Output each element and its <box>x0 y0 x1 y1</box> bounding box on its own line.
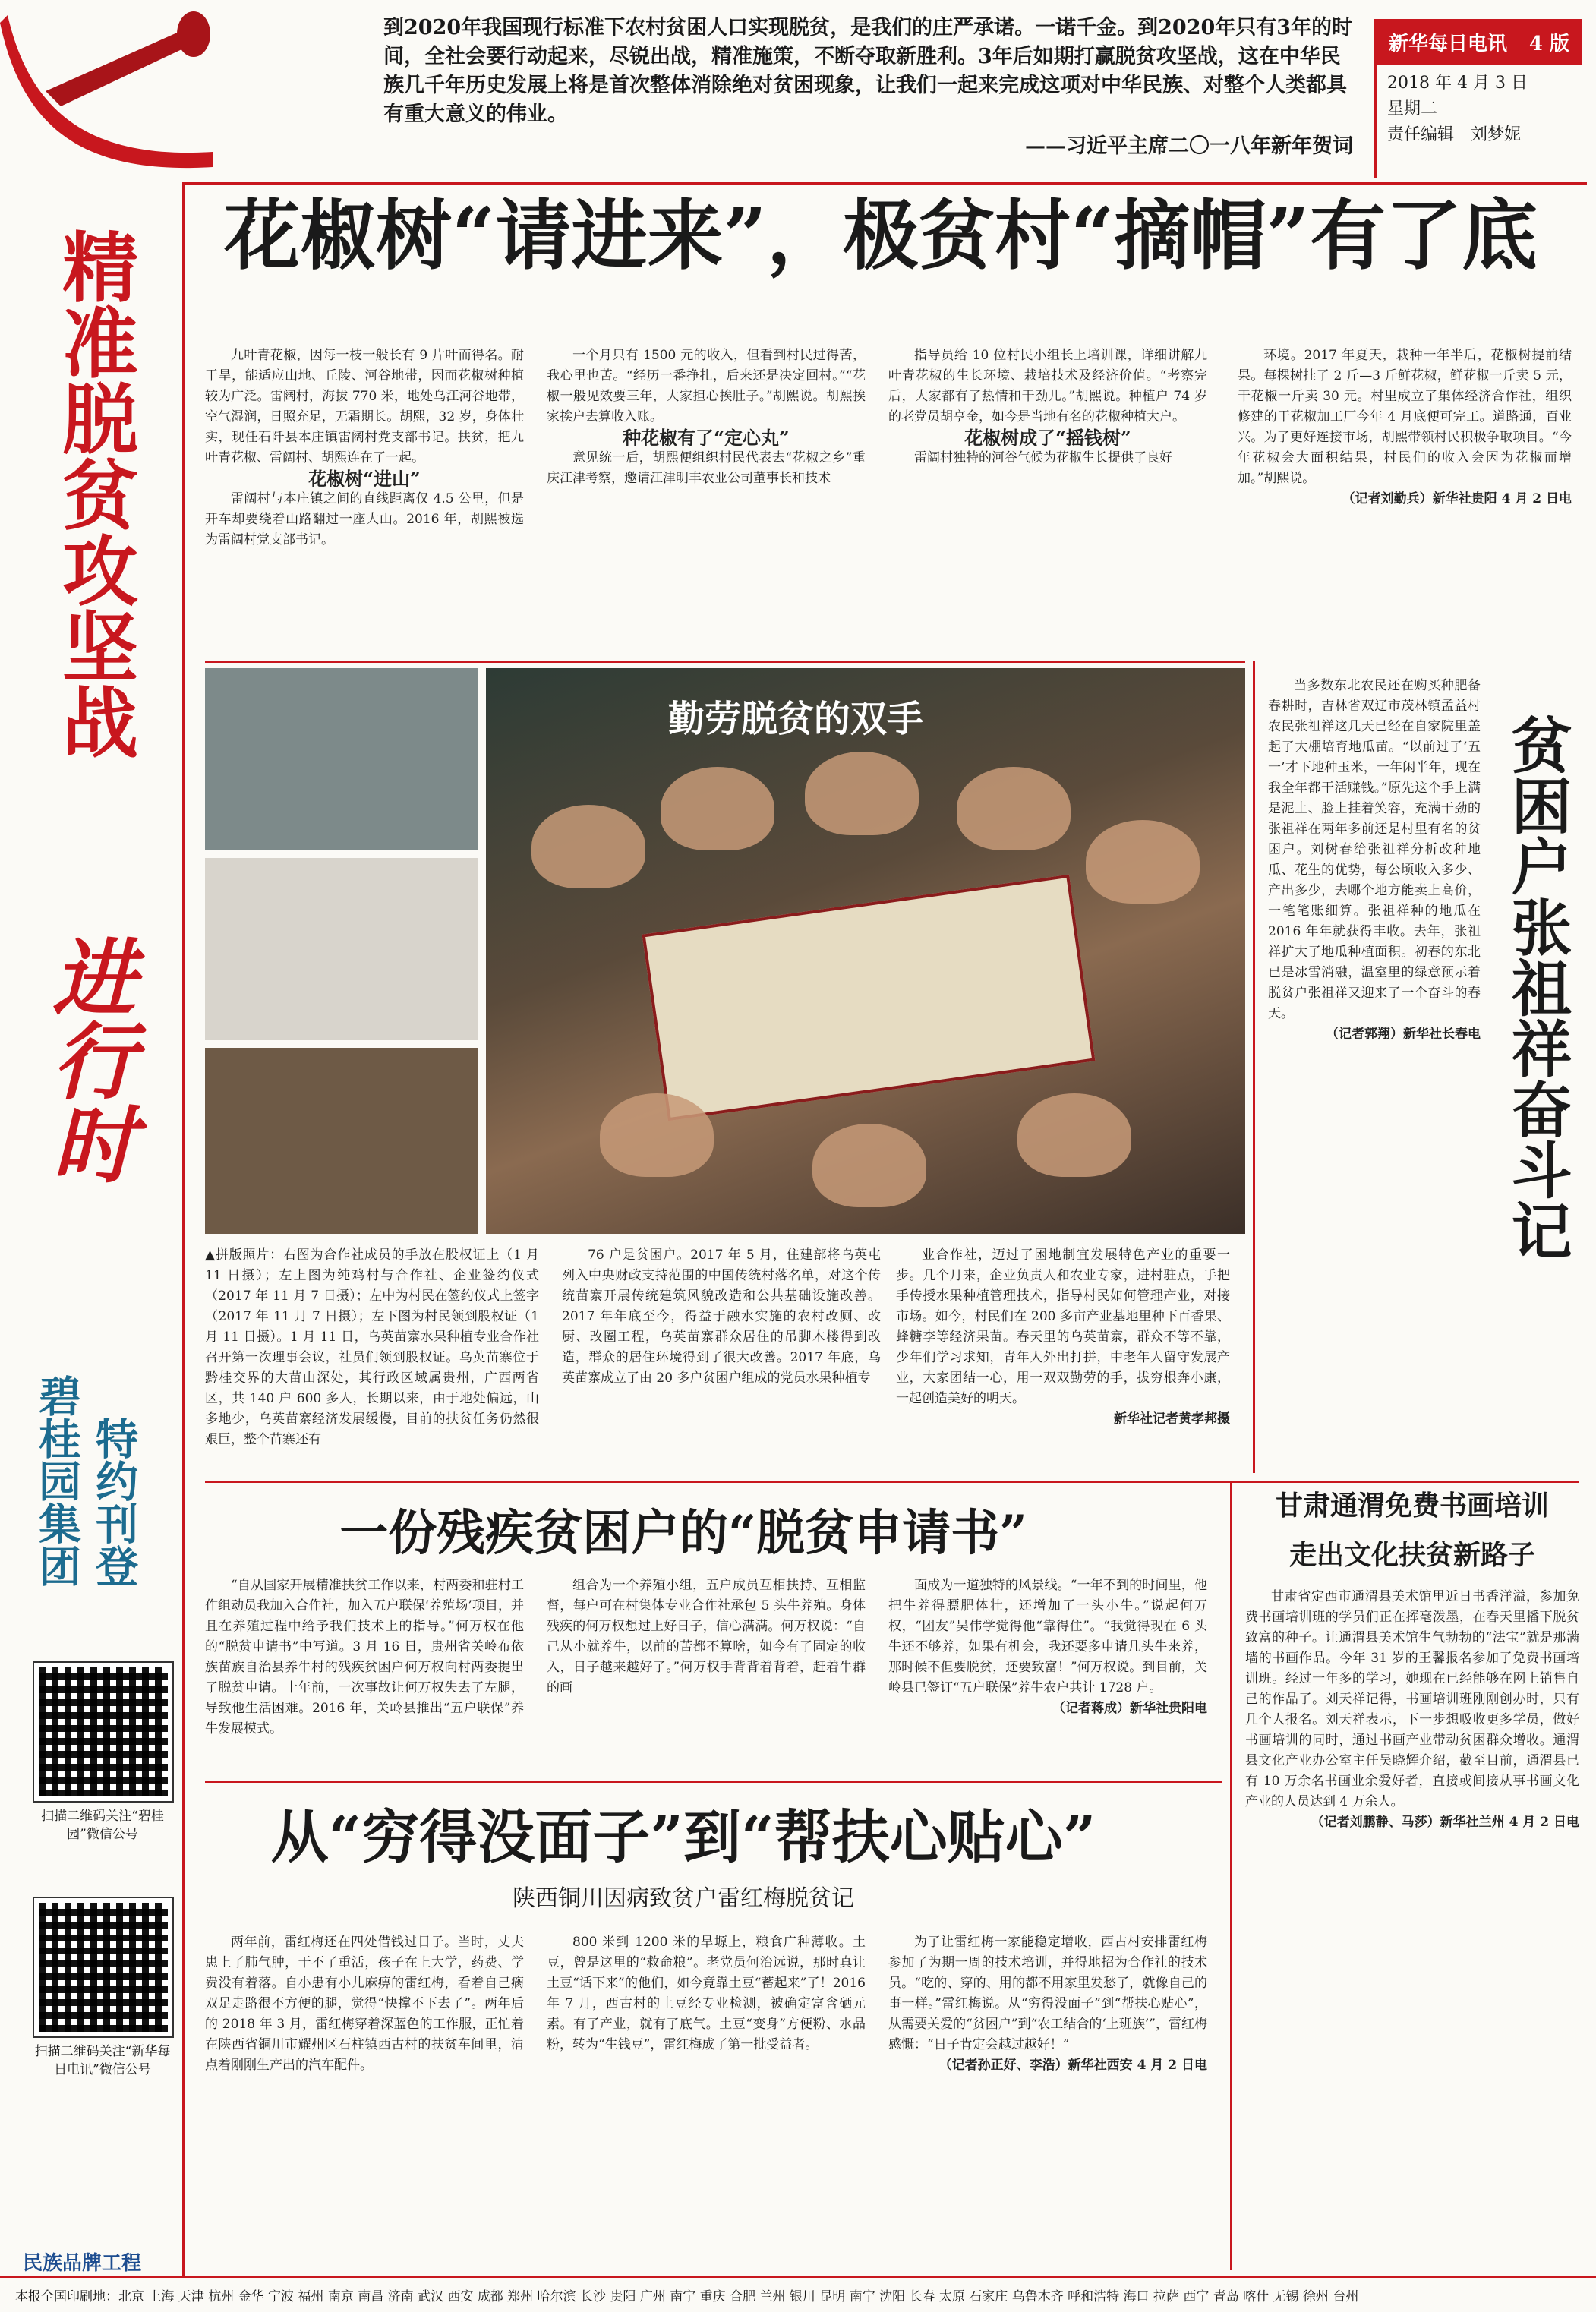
divider <box>1253 661 1255 1473</box>
article5-col3 <box>888 1932 1207 2076</box>
qr-block-1 <box>34 1663 171 1844</box>
qr-code-icon[interactable] <box>34 1898 172 2036</box>
photo-story-col1 <box>562 1245 881 1389</box>
paragraph: 800 米到 1200 米的旱塬上，粮食广种薄收。土豆，曾是这里的“救命粮”。老党员何治远说，那时真让土豆“话下来”的他们，如今竟靠土豆“蓄起来”了！2016 年 7 月，西古村的土豆经专业检测，被确定富含硒元素。有了产业，就有了底气。土豆“变身”方便粉、水晶粉，转为“生钱豆”，雷红梅成了第一批受益者。 <box>547 1935 866 2052</box>
sponsor-box <box>30 1374 175 1617</box>
edition-box <box>1374 19 1582 178</box>
paragraph: 面成为一道独特的风景线。“一年不到的时间里，他把牛养得膘肥体壮，还增加了一头小牛。”说起何万权，“团友”吴伟学觉得他“靠得住”。“我觉得现在 6 头牛还不够养，如果有机会，我还要多申请几头牛来养，那时候不但要脱贫，还要致富！”何万权说。到目前，关岭县已签订“五户联保”养牛农户共计 1728 户。 <box>888 1578 1207 1695</box>
photo-title: 勤劳脱贫的双手 <box>668 698 924 740</box>
xi-quote: 到2020年我国现行标准下农村贫困人口实现脱贫，是我们的庄严承诺。一诺千金。到2020年只有3年的时间，全社会要行动起来，尽锐出战，精准施策，不断夺取新胜利。3年后如期打赢脱贫攻坚战，这在中华民族几千年历史发展上将是首次整体消除绝对贫困现象，让我们一起来完成这项对中华民族、对整个人类都具有重大意义的伟业。 <box>383 16 1353 126</box>
hand-image <box>661 767 774 850</box>
photo-signing <box>205 668 478 850</box>
headline-application: 一份残疾贫困户的“脱贫申请书” <box>339 1505 1027 1562</box>
byline: （记者蒋成）新华社贵阳电 <box>1052 1701 1207 1716</box>
subtitle-lei-hongmei: 陕西铜川因病致贫户雷红梅脱贫记 <box>513 1885 854 1912</box>
brand-logo: 民族品牌工程 <box>23 2252 142 2275</box>
hand-image <box>812 1124 926 1207</box>
paragraph: 指导员给 10 位村民小组长上培训课，详细讲解九叶青花椒的生长环境、栽培技术及经济价值。“考察完后，大家都有了热情和干劲儿。”胡熙说。种植户 74 岁的老党员胡亨金，如今是当地有名的花椒种植大户。 <box>888 348 1207 424</box>
paragraph: 为了让雷红梅一家能稳定增收，西古村安排雷红梅参加了为期一周的技术培训，并得地招为合作社的技术员。“吃的、穿的、用的都不用家里发愁了，就像自己的事一样。”雷红梅说。从“穷得没面子”到“帮扶心贴心”，从需要关爱的“贫困户”到“农工结合的‘上班族’”，雷红梅感慨：“日子肯定会越过越好！” <box>888 1935 1207 2052</box>
side-headline: 贫困户张祖祥奋斗记 <box>1501 714 1572 1260</box>
paragraph: 环境。2017 年夏天，栽种一年半后，花椒树提前结果。每棵树挂了 2 斤—3 斤鲜花椒，鲜花椒一斤卖 5 元，干花椒一斤卖 30 元。村里成立了集体经济合作社，组织修建的干花椒加工厂今年 4 月底便可完工。道路通，百业兴。为了更好连接市场，胡熙带领村民积极争取项目。“今年花椒会大面积结果，村民们的收入会因为花椒而增加。”胡熙说。 <box>1238 348 1572 486</box>
hand-image <box>531 805 645 888</box>
sponsor-label: 特约刊登 <box>89 1417 140 1587</box>
qr-block-2 <box>34 1898 171 2079</box>
hand-image <box>1086 820 1200 904</box>
print-locations: 本报全国印刷地：北京 上海 天津 杭州 金华 宁波 福州 南京 南昌 济南 武汉 西安 成都 郑州 哈尔滨 长沙 贵阳 广州 南宁 重庆 合肥 兰州 银川 昆明 南宁 沈阳 长春 太原 石家庄 乌鲁木齐 呼和浩特 海口 拉萨 西宁 青岛 喀什 无锡 徐州 台州 <box>15 2289 1359 2304</box>
article1-col3 <box>888 345 1207 468</box>
hand-image <box>600 1093 714 1177</box>
footer-divider <box>0 2276 1596 2278</box>
rail-divider <box>182 182 185 2278</box>
article4-body <box>1245 1587 1579 1833</box>
page-number: 4 版 <box>1528 32 1569 55</box>
paragraph: 76 户是贫困户。2017 年 5 月，住建部将乌英屯列入中央财政支持范围的中国传统村落名单，对这个传统苗寨开展传统建筑风貌改造和公共基础设施改善。2017 年年底至今，得益于融水实施的农村改厕、改厨、改圈工程，乌英苗寨群众居住的吊脚木楼得到改造，群众的居住环境得到了很大改善。2017 年底，乌英苗寨成立了由 20 多户贫困户组成的党员水果种植专 <box>562 1247 881 1386</box>
qr-caption-1: 扫描二维码关注“碧桂园”微信公号 <box>41 1809 164 1842</box>
article3-col3 <box>888 1576 1207 1719</box>
paragraph: 九叶青花椒，因每一枝一般长有 9 片叶而得名。耐干旱，能适应山地、丘陵、河谷地带，因而花椒树种植较为广泛。雷阔村，海拔 770 米，地处乌江河谷地带，空气湿润，日照充足，无霜期长。胡熙，32 岁，身体壮实，现任石阡县本庄镇雷阔村党支部书记。扶贫，把九叶青花椒、雷阔村、胡熙连在了一起。 <box>205 348 524 465</box>
subhead: 种花椒有了“定心丸” <box>623 427 790 449</box>
headline-lei-hongmei: 从“穷得没面子”到“帮扶心贴心” <box>270 1803 1096 1871</box>
headline-pepper: 花椒树“请进来”，极贫村“摘帽”有了底 <box>223 191 1538 280</box>
share-certificate <box>642 875 1096 1121</box>
top-divider <box>182 182 1587 185</box>
paragraph: 雷阔村与本庄镇之间的直线距离仅 4.5 公里，但是开车却要绕着山路翻过一座大山。2016 年，胡熙被选为雷阔村党支部书记。 <box>205 491 524 547</box>
article2-body <box>1268 676 1481 1045</box>
divider <box>205 661 1245 663</box>
article3-col1 <box>205 1576 524 1740</box>
qr-code-icon[interactable] <box>34 1663 172 1801</box>
headline-gansu-1: 甘肃通渭免费书画培训 <box>1275 1490 1549 1522</box>
paragraph: 当多数东北农民还在购买种肥备春耕时，吉林省双辽市茂林镇孟益村农民张祖祥这几天已经在自家院里盖起了大棚培育地瓜苗。“以前过了‘五一’才下地种玉米，一年闲半年，现在我全年都干活赚钱。”原先这个手上满是泥土、脸上挂着笑容，充满干劲的张祖祥在两年多前还是村里有名的贫困户。刘树春给张祖祥分析改种地瓜、花生的优势，每公顷收入多少、产出多少，去哪个地方能卖上高价，一笔笔账细算。张祖祥种的地瓜在 2016 年年就获得丰收。去年，张祖祥扩大了地瓜种植面积。初春的东北已是冰雪消融，温室里的绿意预示着脱贫户张祖祥又迎来了一个奋斗的春天。 <box>1268 678 1481 1021</box>
subhead: 花椒树成了“摇钱树” <box>964 427 1131 449</box>
photo-hands <box>486 668 1245 1234</box>
photo-story-col2 <box>896 1245 1230 1430</box>
photo-caption <box>205 1245 539 1450</box>
editor: 责任编辑 刘梦妮 <box>1387 125 1522 144</box>
byline: （记者孙正好、李浩）新华社西安 4 月 2 日电 <box>938 2058 1207 2073</box>
byline: （记者刘勤兵）新华社贵阳 4 月 2 日电 <box>1342 491 1572 506</box>
weekday: 星期二 <box>1387 99 1438 118</box>
article1-col2 <box>547 345 866 489</box>
byline: （记者刘鹏静、马莎）新华社兰州 4 月 2 日电 <box>1311 1815 1579 1830</box>
qr-caption-2: 扫描二维码关注“新华每日电讯”微信公号 <box>34 2044 171 2077</box>
divider <box>1230 1481 1232 2270</box>
paragraph: 业合作社，迈过了困地制宜发展特色产业的重要一步。几个月来，企业负责人和农业专家，进村驻点，手把手传授水果种植管理技术，指导村民如何管理产业，对接市场。如今，村民们在 200 多亩产业基地里种下百香果、蜂糖李等经济果苗。春天里的乌英苗寨，群众不等不靠，少年们学习求知，青年人外出打拼，中老年人留守发展产业，大家团结一心，用一双双勤劳的手，拔穷根奔小康，一起创造美好的明天。 <box>896 1247 1230 1406</box>
headline-gansu-2: 走出文化扶贫新路子 <box>1288 1539 1535 1571</box>
rail-title: 精准脱贫攻坚战 <box>49 228 139 759</box>
article1-col1 <box>205 345 524 550</box>
hand-image <box>957 767 1071 850</box>
paragraph: 甘肃省定西市通渭县美术馆里近日书香洋溢，参加免费书画培训班的学员们正在挥毫泼墨，在春天里播下脱贫致富的种子。让通渭县美术馆生气勃勃的“法宝”就是那满墙的书画作品。今年 31 岁的王馨报名参加了免费书画培训班。经过一年多的学习，她现在已经能够在网上销售自己的作品了。刘天祥记得，书画培训班刚刚创办时，只有几个人报名。刘天祥表示，下一步想吸收更多学员，做好书画培训的同时，通过书画产业带动贫困群众增收。通渭县文化产业办公室主任吴晓辉介绍，截至目前，通渭县已有 10 万余名书画业余爱好者，直接或间接从事书画文化产业的人员达到 4 万余人。 <box>1245 1589 1579 1809</box>
caption-text: ▲拼版照片：右图为合作社成员的手放在股权证上（1 月 11 日摄）；左上图为纯鸡村与合作社、企业签约仪式（2017 年 11 月 7 日摄）；左中为村民在签约仪式上签字（2017 年 11 月 7 日摄）；左下图为村民领到股权证（1 月 11 日摄）。1 月 11 日，乌英苗寨水果种植专业合作社召开第一次理事会议，社员们领到股权证。乌英苗寨位于黔桂交界的大苗山深处，其行政区域属贵州，广西两省区，共 140 户 600 多人，长期以来，由于地处偏远，山多地少，乌英苗寨经济发展缓慢，目前的扶贫任务仍然很艰巨，整个苗寨还有 <box>205 1247 539 1447</box>
photo-credit: 新华社记者黄孝邦摄 <box>1114 1411 1230 1427</box>
subhead: 花椒树“进山” <box>308 468 421 490</box>
rail-subtitle: 进行时 <box>39 934 137 1184</box>
article5-col2 <box>547 1932 866 2055</box>
newspaper-name: 新华每日电讯 <box>1389 32 1508 55</box>
article5-col1 <box>205 1932 524 2076</box>
paragraph: 一个月只有 1500 元的收入，但看到村民过得苦，我心里也苦。“经历一番挣扎，后来还是决定回村。”“花椒一般见效要三年，大家担心挨肚子。”胡熙说。胡熙挨家挨户去算收入账。 <box>547 348 866 424</box>
photo-signature <box>205 858 478 1040</box>
article3-col2 <box>547 1576 866 1699</box>
divider <box>205 1781 1222 1783</box>
issue-date: 2018 年 4 月 3 日 <box>1387 74 1528 93</box>
article1-col4 <box>1238 345 1572 509</box>
byline: （记者郭翔）新华社长春电 <box>1326 1027 1481 1042</box>
sponsor-name: 碧桂园集团 <box>32 1374 82 1587</box>
divider <box>205 1481 1579 1483</box>
trumpet-logo <box>0 0 228 175</box>
paragraph: 意见统一后，胡熙便组织村民代表去“花椒之乡”重庆江津考察，邀请江津明丰农业公司董事长和技术 <box>547 450 866 486</box>
paragraph: “自从国家开展精准扶贫工作以来，村两委和驻村工作组动员我加入合作社，加入五户联保‘养殖场’项目，并且在养殖过程中给予我们技术上的指导。”何万权在他的“脱贫申请书”中写道。3 月 16 日，贵州省关岭布依族苗族自治县养牛村的残疾贫困户何万权向村两委提出了脱贫申请。十年前，一次事故让何万权失去了左腿，导致他生活困难。2016 年，关岭县推出“五户联保”养牛发展模式。 <box>205 1578 524 1736</box>
hand-image <box>1017 1093 1131 1177</box>
paragraph: 两年前，雷红梅还在四处借钱过日子。当时，丈夫患上了肺气肿，干不了重活，孩子在上大学，药费、学费没有着落。自小患有小儿麻痹的雷红梅，看着自己瘸双足走路很不方便的腿，觉得“快撑不下去了”。两年后的 2018 年 3 月，雷红梅穿着深蓝色的工作服，正忙着在陕西省铜川市耀州区石柱镇西古村的扶贫车间里，清点着刚刚生产出的汽车配件。 <box>205 1935 524 2073</box>
photo-certificate <box>205 1048 478 1234</box>
paragraph: 组合为一个养殖小组，五户成员互相扶持、互相监督，每户可在村集体专业合作社承包 5 头牛养殖。身体残疾的何万权想过上好日子，信心满满。何万权说：“自己从小就养牛，以前的苦都不算啥，如今有了固定的收入，日子越来越好了。”何万权手背背着背着，赶着牛群的画 <box>547 1578 866 1695</box>
hand-image <box>805 752 919 835</box>
paragraph: 雷阔村独特的河谷气候为花椒生长提供了良好 <box>914 450 1172 465</box>
quote-source: ——习近平主席二〇一八年新年贺词 <box>1025 134 1353 158</box>
